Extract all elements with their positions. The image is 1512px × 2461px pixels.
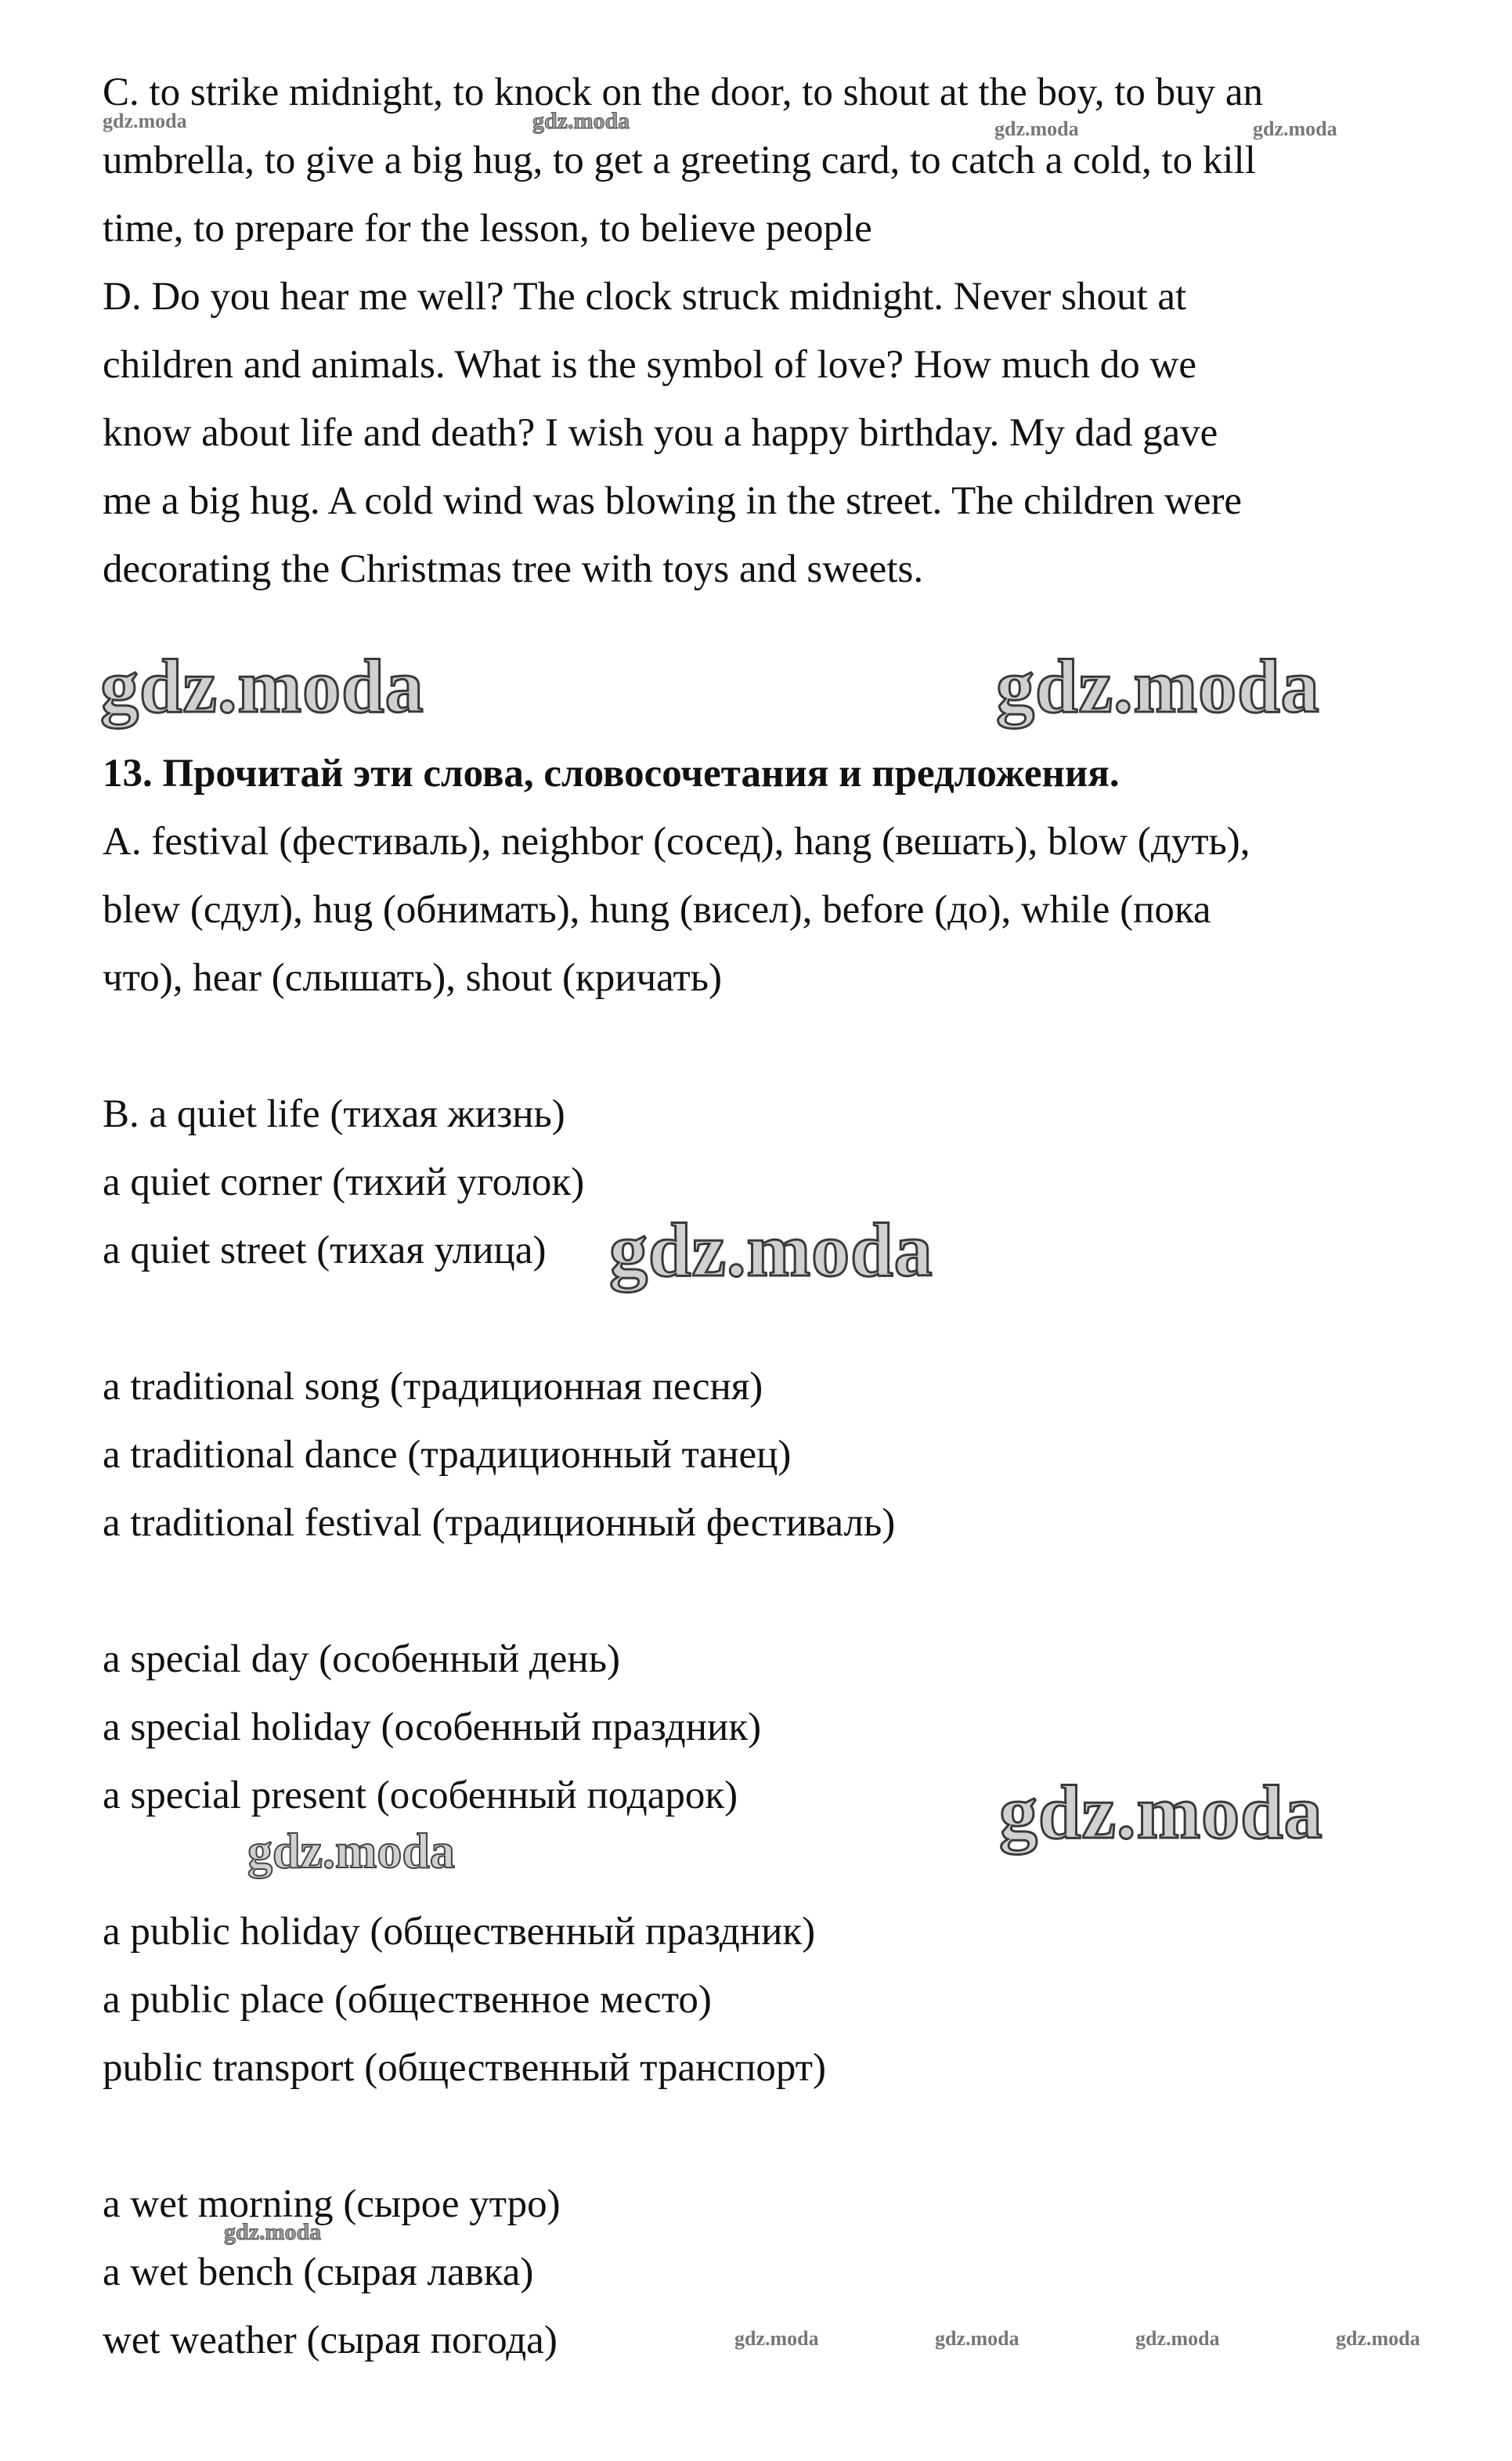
- phrase-line: wet weather (сырая погода): [103, 2318, 558, 2362]
- phrase-line: a special present (особенный подарок): [103, 1774, 738, 1817]
- phrase-line: a special day (особенный день): [103, 1637, 620, 1681]
- text-line: D. Do you hear me well? The clock struck midnight. Never shout at: [103, 275, 1187, 319]
- text-line: time, to prepare for the lesson, to believe people: [103, 207, 872, 251]
- text-line: что), hear (слышать), shout (кричать): [103, 956, 723, 1000]
- phrase-line: B. a quiet life (тихая жизнь): [103, 1092, 565, 1136]
- phrase-line: a traditional song (традиционная песня): [103, 1365, 763, 1409]
- text-line: decorating the Christmas tree with toys and sweets.: [103, 547, 924, 591]
- phrase-line: a public holiday (общественный праздник): [103, 1910, 816, 1954]
- text-line: blew (сдул), hug (обнимать), hung (висел), before (до), while (пока: [103, 888, 1211, 932]
- watermark: gdz.moda: [996, 644, 1320, 729]
- watermark: gdz.moda: [1135, 2327, 1220, 2350]
- text-line: children and animals. What is the symbol of love? How much do we: [103, 343, 1196, 387]
- text-line: C. to strike midnight, to knock on the door, to shout at the boy, to buy an: [103, 70, 1264, 114]
- watermark: gdz.moda: [1253, 117, 1337, 140]
- phrase-line: a wet bench (сырая лавка): [103, 2250, 534, 2294]
- phrase-line: a wet morning (сырое утро): [103, 2182, 561, 2226]
- phrase-line: a public place (общественное место): [103, 1978, 712, 2022]
- phrase-line: a quiet street (тихая улица): [103, 1229, 547, 1272]
- watermark: gdz.moda: [994, 117, 1079, 140]
- watermark: gdz.moda: [224, 2219, 322, 2245]
- watermark: gdz.moda: [1336, 2327, 1420, 2350]
- watermark: gdz.moda: [999, 1770, 1323, 1855]
- watermark: gdz.moda: [100, 644, 424, 729]
- text-line: A. festival (фестиваль), neighbor (сосед), hang (вешать), blow (дуть),: [103, 820, 1250, 864]
- watermark: gdz.moda: [103, 110, 187, 132]
- exercise-heading: 13. Прочитай эти слова, словосочетания и предложения.: [103, 752, 1120, 796]
- phrase-line: a traditional festival (традиционный фестиваль): [103, 1501, 896, 1545]
- phrase-line: a special holiday (особенный праздник): [103, 1705, 762, 1749]
- watermark: gdz.moda: [247, 1823, 455, 1878]
- watermark: gdz.moda: [609, 1208, 933, 1293]
- watermark: gdz.moda: [532, 108, 630, 134]
- text-line: umbrella, to give a big hug, to get a greeting card, to catch a cold, to kill: [103, 139, 1256, 182]
- phrase-line: a traditional dance (традиционный танец): [103, 1433, 792, 1477]
- text-line: me a big hug. A cold wind was blowing in the street. The children were: [103, 479, 1243, 523]
- watermark: gdz.moda: [935, 2327, 1019, 2350]
- phrase-line: public transport (общественный транспорт): [103, 2046, 826, 2090]
- phrase-line: a quiet corner (тихий уголок): [103, 1160, 585, 1204]
- text-line: know about life and death? I wish you a happy birthday. My dad gave: [103, 411, 1218, 455]
- watermark: gdz.moda: [734, 2327, 819, 2350]
